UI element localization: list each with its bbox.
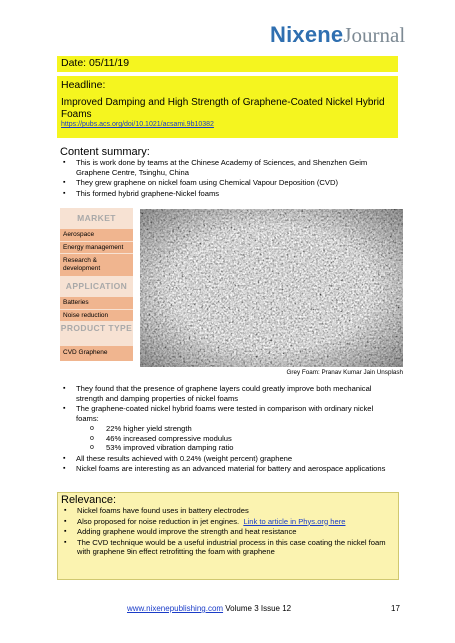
relevance-box [57,492,399,580]
headline-text: Improved Damping and High Strength of Graphene-Coated Nickel Hybrid Foams [61,97,385,120]
date-bar [57,56,398,72]
findings-item: ▪ All these results achieved with 0.24% (weight percent) graphene [60,454,390,464]
content-summary-title: Content summary: [60,146,150,158]
photo-credit: Grey Foam: Pranav Kumar Jain Unsplash [286,369,403,376]
logo-journal: Journal [343,23,406,47]
headline-label: Headline: [61,79,106,91]
footer-url-link[interactable]: www.nixenepublishing.com [127,604,224,613]
findings-item: ▪ They found that the presence of graphene layers could greatly improve both mechanical strength and damping properties of nickel foams [60,384,390,403]
headline-box [57,76,398,138]
journal-logo [270,22,405,48]
summary-list [60,158,390,199]
findings-item-comparison [60,404,390,453]
result-item: o 22% higher yield strength [76,424,390,434]
relevance-item: ▪ The CVD technique would be a useful industrial process in this case coating the nickel foam with graphene 9in effect retrofitting the foam with graphene [61,538,395,557]
product-type-heading: PRODUCT TYPE [60,321,133,345]
market-heading: MARKET [60,208,133,228]
results-sublist [76,424,390,453]
market-item-aerospace: Aerospace [60,228,133,241]
relevance-item: ▪ Adding graphene would improve the strength and heat resistance [61,527,395,537]
findings-list [60,384,390,475]
market-item-research: Research & development [60,253,133,276]
product-item-cvd: CVD Graphene [60,345,133,361]
findings-item: ▪ Nickel foams are interesting as an advanced material for battery and aerospace applications [60,464,390,474]
summary-item: ▪ This formed hybrid graphene-Nickel foams [60,189,390,199]
summary-item: ▪ They grew graphene on nickel foam using Chemical Vapour Deposition (CVD) [60,178,390,188]
tags-sidebar [60,208,133,361]
date-text: Date: 05/11/19 [61,57,130,69]
footer [127,604,291,613]
application-item-batteries: Batteries [60,296,133,309]
phys-org-link[interactable]: Link to article in Phys.org here [243,516,346,526]
relevance-item-with-link [61,517,395,527]
market-item-energy: Energy management [60,241,133,254]
logo-nixene: Nixene [270,22,344,47]
summary-item: ▪ This is work done by teams at the Chinese Academy of Sciences, and Shenzhen Geim Graphene Centre, Tsinghu, China [60,158,390,177]
findings-item-text: The graphene-coated nickel hybrid foams were tested in comparison with ordinary nickel foams: [76,404,374,423]
doi-link[interactable]: https://pubs.acs.org/doi/10.1021/acsami.9b10382 [61,121,214,128]
application-item-noise: Noise reduction [60,309,133,322]
result-item: o 53% improved vibration damping ratio [76,443,390,453]
relevance-item: ▪ Nickel foams have found uses in battery electrodes [61,506,395,516]
application-heading: APPLICATION [60,276,133,296]
grey-foam-photo [140,209,403,367]
relevance-item-text: Also proposed for noise reduction in jet engines. [77,516,240,526]
result-item: o 46% increased compressive modulus [76,434,390,444]
page-number: 17 [391,604,400,613]
footer-issue: Volume 3 Issue 12 [223,604,292,613]
relevance-title: Relevance: [61,494,117,506]
relevance-list [61,506,395,557]
